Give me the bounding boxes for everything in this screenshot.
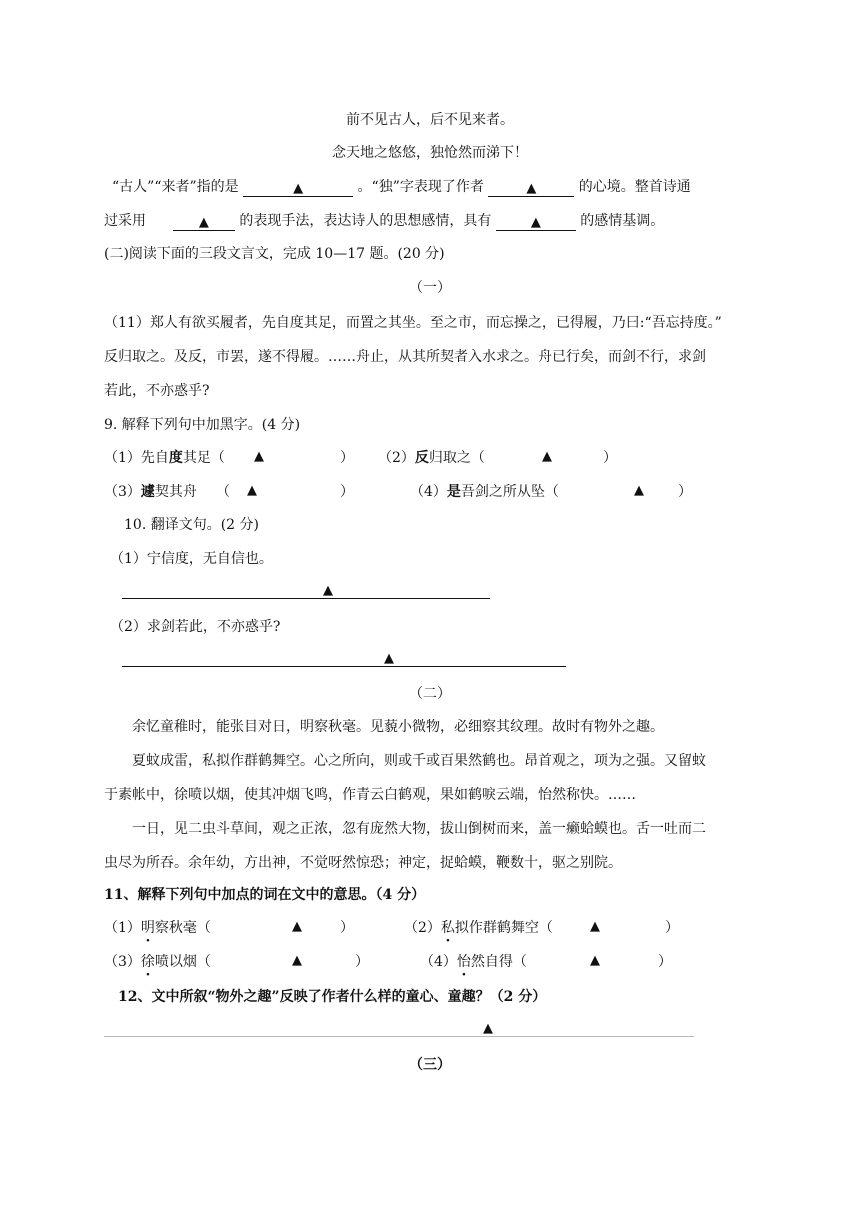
q11-item-2: （2）私拟作群鹤舞空（ bbox=[404, 920, 553, 936]
close-paren: ） bbox=[340, 920, 354, 936]
close-paren: ） bbox=[340, 484, 354, 500]
close-paren: ） bbox=[678, 484, 692, 500]
q9-item-3: （3）遽契其舟 bbox=[104, 484, 197, 500]
close-paren: ） bbox=[340, 450, 354, 466]
answer-blank[interactable] bbox=[488, 178, 574, 197]
close-paren: ） bbox=[603, 450, 617, 466]
passage-line: 虫尽为所吞。余年幼，方出神，不觉呀然惊恐；神定，捉蛤蟆，鞭数十，驱之别院。 bbox=[104, 855, 622, 871]
answer-blank[interactable] bbox=[243, 178, 353, 197]
part-heading: （三） bbox=[409, 1057, 451, 1073]
question-text: 的心境。整首诗通 bbox=[578, 179, 691, 195]
answer-blank[interactable] bbox=[496, 212, 576, 231]
question-text: 的感情基调。 bbox=[580, 213, 665, 229]
key-word: 度 bbox=[168, 450, 183, 466]
triangle-marker-icon: ▲ bbox=[198, 215, 209, 230]
answer-line[interactable] bbox=[122, 598, 490, 599]
question-12: 12、文中所叙“物外之趣”反映了作者什么样的童心、童趣？（2 分） bbox=[118, 989, 547, 1005]
section-intro: (二)阅读下面的三段文言文，完成 10—17 题。(20 分) bbox=[104, 246, 445, 262]
triangle-marker-icon[interactable]: ▲ bbox=[292, 919, 302, 934]
q10-item-2: （2）求剑若此，不亦惑乎? bbox=[110, 619, 281, 635]
triangle-marker-icon: ▲ bbox=[526, 181, 537, 196]
answer-line[interactable] bbox=[104, 1036, 694, 1037]
close-paren: ） bbox=[665, 920, 679, 936]
triangle-marker-icon[interactable]: ▲ bbox=[542, 449, 552, 464]
open-paren: （ bbox=[216, 484, 230, 500]
question-11: 11、解释下列句中加点的词在文中的意思。（4 分） bbox=[104, 887, 426, 903]
key-word: 是 bbox=[446, 484, 461, 500]
question-9: 9. 解释下列句中加黑字。(4 分) bbox=[104, 417, 301, 433]
key-word: 反 bbox=[414, 450, 429, 466]
answer-blank[interactable] bbox=[173, 212, 235, 231]
q11-item-4: （4）怡然自得（ bbox=[420, 954, 527, 970]
triangle-marker-icon[interactable]: ▲ bbox=[254, 449, 264, 464]
key-word: 明 bbox=[140, 920, 155, 936]
q9-item-1: （1）先自度其足（ bbox=[104, 450, 225, 466]
key-word: 徐 bbox=[140, 954, 155, 970]
q9-item-2: （2）反归取之（ bbox=[378, 450, 485, 466]
close-paren: ） bbox=[355, 954, 369, 970]
question-10: 10. 翻译文句。(2 分) bbox=[124, 517, 259, 533]
question-text: 。“独”字表现了作者 bbox=[357, 179, 484, 195]
question-text: 的表现手法，表达诗人的思想感情，具有 bbox=[239, 213, 492, 229]
poem-line-2: 念天地之悠悠，独怆然而涕下！ bbox=[332, 145, 528, 161]
passage-line: 反归取之。及反，市罢，遂不得履。……舟止，从其所契者入水求之。舟已行矣，而剑不行，求剑 bbox=[104, 349, 706, 365]
key-word: 私 bbox=[440, 920, 455, 936]
close-paren: ） bbox=[658, 954, 672, 970]
triangle-marker-icon[interactable]: ▲ bbox=[590, 953, 600, 968]
poem-line-1: 前不见古人，后不见来者。 bbox=[346, 112, 514, 128]
answer-line[interactable] bbox=[122, 666, 566, 667]
key-word: 遽 bbox=[140, 484, 155, 500]
triangle-marker-icon: ▲ bbox=[323, 583, 333, 598]
q11-item-1: （1）明察秋毫（ bbox=[104, 920, 211, 936]
passage-line: （11）郑人有欲买履者，先自度其足，而置之其坐。至之市，而忘操之，已得履，乃曰:“吾忘持度。” bbox=[104, 315, 722, 331]
question-text: “古人”“来者”指的是 bbox=[112, 179, 239, 195]
key-word: 怡 bbox=[456, 954, 471, 970]
triangle-marker-icon[interactable]: ▲ bbox=[634, 483, 644, 498]
q9-item-4: （4）是吾剑之所从坠（ bbox=[410, 484, 559, 500]
q11-item-3: （3）徐喷以烟（ bbox=[104, 954, 211, 970]
triangle-marker-icon[interactable]: ▲ bbox=[292, 953, 302, 968]
poem-question-line-b bbox=[104, 211, 664, 231]
passage-line: 余忆童稚时，能张目对日，明察秋毫。见藐小微物，必细察其纹理。故时有物外之趣。 bbox=[132, 719, 664, 735]
part-heading: （二） bbox=[409, 686, 451, 702]
triangle-marker-icon[interactable]: ▲ bbox=[590, 919, 600, 934]
passage-line: 夏蚊成雷，私拟作群鹤舞空。心之所向，则或千或百果然鹤也。昂首观之，项为之强。又留蚊 bbox=[132, 753, 706, 769]
question-text: 过采用 bbox=[104, 213, 146, 229]
passage-line: 一日，见二虫斗草间，观之正浓，忽有庞然大物，拔山倒树而来，盖一癞蛤蟆也。舌一吐而二 bbox=[132, 821, 706, 837]
triangle-marker-icon: ▲ bbox=[293, 181, 304, 196]
triangle-marker-icon: ▲ bbox=[530, 215, 541, 230]
q10-item-1: （1）宁信度，无自信也。 bbox=[110, 551, 273, 567]
poem-question-line-a bbox=[112, 177, 691, 197]
triangle-marker-icon[interactable]: ▲ bbox=[247, 483, 257, 498]
part-heading: （一） bbox=[409, 280, 451, 296]
passage-line: 于素帐中，徐喷以烟，使其冲烟飞鸣，作青云白鹤观，果如鹤唳云端，怡然称快。…… bbox=[104, 787, 636, 803]
triangle-marker-icon: ▲ bbox=[483, 1021, 493, 1036]
passage-line: 若此，不亦惑乎? bbox=[104, 383, 210, 399]
triangle-marker-icon: ▲ bbox=[384, 651, 394, 666]
